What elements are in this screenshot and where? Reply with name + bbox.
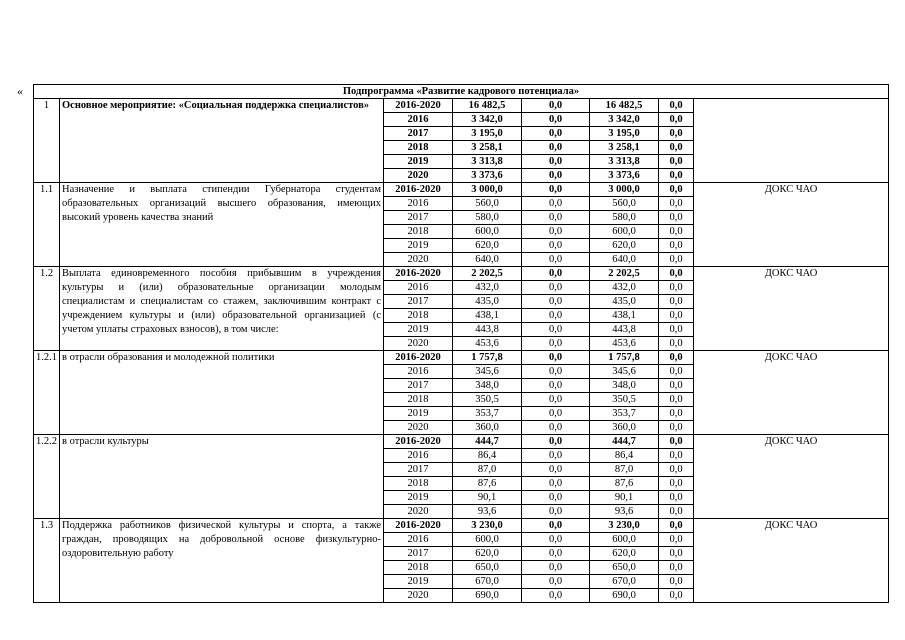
- total-cell: 3 342,0: [453, 113, 522, 127]
- total-cell: 2 202,5: [453, 267, 522, 281]
- total-cell: 360,0: [453, 421, 522, 435]
- other-cell: 0,0: [659, 113, 694, 127]
- other-cell: 0,0: [659, 463, 694, 477]
- other-cell: 0,0: [659, 421, 694, 435]
- federal-cell: 0,0: [522, 309, 590, 323]
- federal-cell: 0,0: [522, 589, 590, 603]
- period-cell: 2018: [384, 225, 453, 239]
- subprogram-table: [33, 84, 889, 603]
- other-cell: 0,0: [659, 407, 694, 421]
- item-description: Назначение и выплата стипендии Губернатора студентам образовательных организаций высшего образования, имеющих высокий уровень качества знаний: [60, 183, 384, 267]
- regional-cell: 560,0: [590, 197, 659, 211]
- item-number: 1.3: [34, 519, 60, 603]
- other-cell: 0,0: [659, 519, 694, 533]
- item-number: 1.2.2: [34, 435, 60, 519]
- total-cell: 438,1: [453, 309, 522, 323]
- period-cell: 2017: [384, 295, 453, 309]
- total-cell: 87,6: [453, 477, 522, 491]
- total-cell: 3 195,0: [453, 127, 522, 141]
- federal-cell: 0,0: [522, 183, 590, 197]
- federal-cell: 0,0: [522, 477, 590, 491]
- period-cell: 2016-2020: [384, 183, 453, 197]
- other-cell: 0,0: [659, 365, 694, 379]
- other-cell: 0,0: [659, 491, 694, 505]
- period-cell: 2020: [384, 589, 453, 603]
- regional-cell: 640,0: [590, 253, 659, 267]
- period-cell: 2016-2020: [384, 99, 453, 113]
- item-description: Основное мероприятие: «Социальная поддержка специалистов»: [60, 99, 384, 183]
- period-cell: 2018: [384, 561, 453, 575]
- regional-cell: 3 230,0: [590, 519, 659, 533]
- total-cell: 3 373,6: [453, 169, 522, 183]
- regional-cell: 16 482,5: [590, 99, 659, 113]
- regional-cell: 360,0: [590, 421, 659, 435]
- other-cell: 0,0: [659, 323, 694, 337]
- other-cell: 0,0: [659, 505, 694, 519]
- regional-cell: 87,0: [590, 463, 659, 477]
- regional-cell: 2 202,5: [590, 267, 659, 281]
- executor-cell: ДОКС ЧАО: [694, 351, 889, 435]
- other-cell: 0,0: [659, 435, 694, 449]
- total-cell: 86,4: [453, 449, 522, 463]
- regional-cell: 350,5: [590, 393, 659, 407]
- other-cell: 0,0: [659, 127, 694, 141]
- federal-cell: 0,0: [522, 435, 590, 449]
- other-cell: 0,0: [659, 575, 694, 589]
- total-cell: 560,0: [453, 197, 522, 211]
- total-cell: 600,0: [453, 533, 522, 547]
- regional-cell: 690,0: [590, 589, 659, 603]
- federal-cell: 0,0: [522, 533, 590, 547]
- other-cell: 0,0: [659, 99, 694, 113]
- total-cell: 453,6: [453, 337, 522, 351]
- table-row: [34, 99, 889, 113]
- federal-cell: 0,0: [522, 365, 590, 379]
- total-cell: 93,6: [453, 505, 522, 519]
- federal-cell: 0,0: [522, 99, 590, 113]
- item-description: Поддержка работников физической культуры и спорта, а также граждан, проводящих на добровольной основе физкультурно-оздоровительную работу: [60, 519, 384, 603]
- other-cell: 0,0: [659, 295, 694, 309]
- other-cell: 0,0: [659, 169, 694, 183]
- federal-cell: 0,0: [522, 407, 590, 421]
- federal-cell: 0,0: [522, 141, 590, 155]
- executor-cell: ДОКС ЧАО: [694, 435, 889, 519]
- executor-cell: ДОКС ЧАО: [694, 519, 889, 603]
- other-cell: 0,0: [659, 561, 694, 575]
- other-cell: 0,0: [659, 197, 694, 211]
- regional-cell: 670,0: [590, 575, 659, 589]
- executor-cell: [694, 99, 889, 183]
- other-cell: 0,0: [659, 547, 694, 561]
- period-cell: 2019: [384, 239, 453, 253]
- other-cell: 0,0: [659, 477, 694, 491]
- period-cell: 2018: [384, 477, 453, 491]
- other-cell: 0,0: [659, 211, 694, 225]
- other-cell: 0,0: [659, 309, 694, 323]
- item-description: в отрасли образования и молодежной политики: [60, 351, 384, 435]
- period-cell: 2016-2020: [384, 267, 453, 281]
- period-cell: 2016: [384, 365, 453, 379]
- period-cell: 2016: [384, 449, 453, 463]
- period-cell: 2017: [384, 547, 453, 561]
- period-cell: 2020: [384, 253, 453, 267]
- total-cell: 620,0: [453, 547, 522, 561]
- executor-cell: ДОКС ЧАО: [694, 183, 889, 267]
- period-cell: 2017: [384, 127, 453, 141]
- other-cell: 0,0: [659, 155, 694, 169]
- other-cell: 0,0: [659, 589, 694, 603]
- other-cell: 0,0: [659, 239, 694, 253]
- item-description: Выплата единовременного пособия прибывшим в учреждения культуры и (или) образовательные организации молодым специалистам и специалистам со стажем, заключившим контракт с учреждением культуры и (или) образовательной организацией (с учетом уплаты страховых взносов), в том числе:: [60, 267, 384, 351]
- item-number: 1.2: [34, 267, 60, 351]
- other-cell: 0,0: [659, 393, 694, 407]
- federal-cell: 0,0: [522, 337, 590, 351]
- total-cell: 435,0: [453, 295, 522, 309]
- total-cell: 3 230,0: [453, 519, 522, 533]
- period-cell: 2018: [384, 141, 453, 155]
- period-cell: 2016: [384, 533, 453, 547]
- federal-cell: 0,0: [522, 449, 590, 463]
- other-cell: 0,0: [659, 337, 694, 351]
- federal-cell: 0,0: [522, 575, 590, 589]
- total-cell: 600,0: [453, 225, 522, 239]
- regional-cell: 3 258,1: [590, 141, 659, 155]
- federal-cell: 0,0: [522, 295, 590, 309]
- total-cell: 3 000,0: [453, 183, 522, 197]
- regional-cell: 600,0: [590, 225, 659, 239]
- total-cell: 443,8: [453, 323, 522, 337]
- period-cell: 2017: [384, 211, 453, 225]
- period-cell: 2018: [384, 393, 453, 407]
- regional-cell: 86,4: [590, 449, 659, 463]
- item-description: в отрасли культуры: [60, 435, 384, 519]
- federal-cell: 0,0: [522, 113, 590, 127]
- regional-cell: 3 195,0: [590, 127, 659, 141]
- period-cell: 2020: [384, 505, 453, 519]
- federal-cell: 0,0: [522, 225, 590, 239]
- federal-cell: 0,0: [522, 211, 590, 225]
- other-cell: 0,0: [659, 183, 694, 197]
- item-number: 1.1: [34, 183, 60, 267]
- period-cell: 2020: [384, 421, 453, 435]
- regional-cell: 453,6: [590, 337, 659, 351]
- regional-cell: 90,1: [590, 491, 659, 505]
- federal-cell: 0,0: [522, 393, 590, 407]
- federal-cell: 0,0: [522, 505, 590, 519]
- total-cell: 670,0: [453, 575, 522, 589]
- total-cell: 640,0: [453, 253, 522, 267]
- regional-cell: 348,0: [590, 379, 659, 393]
- total-cell: 353,7: [453, 407, 522, 421]
- regional-cell: 438,1: [590, 309, 659, 323]
- other-cell: 0,0: [659, 351, 694, 365]
- regional-cell: 432,0: [590, 281, 659, 295]
- regional-cell: 3 342,0: [590, 113, 659, 127]
- other-cell: 0,0: [659, 225, 694, 239]
- other-cell: 0,0: [659, 267, 694, 281]
- total-cell: 650,0: [453, 561, 522, 575]
- period-cell: 2016-2020: [384, 351, 453, 365]
- regional-cell: 435,0: [590, 295, 659, 309]
- federal-cell: 0,0: [522, 169, 590, 183]
- total-cell: 690,0: [453, 589, 522, 603]
- federal-cell: 0,0: [522, 421, 590, 435]
- regional-cell: 87,6: [590, 477, 659, 491]
- total-cell: 3 313,8: [453, 155, 522, 169]
- item-number: 1.2.1: [34, 351, 60, 435]
- period-cell: 2016-2020: [384, 435, 453, 449]
- table-row: [34, 435, 889, 449]
- federal-cell: 0,0: [522, 253, 590, 267]
- federal-cell: 0,0: [522, 155, 590, 169]
- federal-cell: 0,0: [522, 267, 590, 281]
- federal-cell: 0,0: [522, 127, 590, 141]
- total-cell: 350,5: [453, 393, 522, 407]
- period-cell: 2019: [384, 407, 453, 421]
- subprogram-title: Подпрограмма «Развитие кадрового потенциала»: [34, 85, 889, 99]
- period-cell: 2020: [384, 169, 453, 183]
- period-cell: 2020: [384, 337, 453, 351]
- federal-cell: 0,0: [522, 379, 590, 393]
- regional-cell: 443,8: [590, 323, 659, 337]
- period-cell: 2016: [384, 113, 453, 127]
- regional-cell: 345,6: [590, 365, 659, 379]
- federal-cell: 0,0: [522, 463, 590, 477]
- total-cell: 432,0: [453, 281, 522, 295]
- regional-cell: 3 000,0: [590, 183, 659, 197]
- regional-cell: 620,0: [590, 239, 659, 253]
- regional-cell: 93,6: [590, 505, 659, 519]
- regional-cell: 600,0: [590, 533, 659, 547]
- executor-cell: ДОКС ЧАО: [694, 267, 889, 351]
- other-cell: 0,0: [659, 281, 694, 295]
- federal-cell: 0,0: [522, 561, 590, 575]
- table-row: [34, 519, 889, 533]
- period-cell: 2017: [384, 379, 453, 393]
- period-cell: 2019: [384, 323, 453, 337]
- period-cell: 2016-2020: [384, 519, 453, 533]
- federal-cell: 0,0: [522, 281, 590, 295]
- period-cell: 2016: [384, 281, 453, 295]
- period-cell: 2016: [384, 197, 453, 211]
- regional-cell: 580,0: [590, 211, 659, 225]
- regional-cell: 1 757,8: [590, 351, 659, 365]
- total-cell: 87,0: [453, 463, 522, 477]
- federal-cell: 0,0: [522, 239, 590, 253]
- table-row: [34, 183, 889, 197]
- period-cell: 2019: [384, 575, 453, 589]
- total-cell: 1 757,8: [453, 351, 522, 365]
- other-cell: 0,0: [659, 449, 694, 463]
- regional-cell: 353,7: [590, 407, 659, 421]
- total-cell: 580,0: [453, 211, 522, 225]
- federal-cell: 0,0: [522, 351, 590, 365]
- total-cell: 90,1: [453, 491, 522, 505]
- table-row: [34, 351, 889, 365]
- federal-cell: 0,0: [522, 491, 590, 505]
- period-cell: 2018: [384, 309, 453, 323]
- federal-cell: 0,0: [522, 323, 590, 337]
- federal-cell: 0,0: [522, 197, 590, 211]
- regional-cell: 650,0: [590, 561, 659, 575]
- period-cell: 2019: [384, 491, 453, 505]
- other-cell: 0,0: [659, 533, 694, 547]
- total-cell: 348,0: [453, 379, 522, 393]
- regional-cell: 3 373,6: [590, 169, 659, 183]
- total-cell: 620,0: [453, 239, 522, 253]
- regional-cell: 444,7: [590, 435, 659, 449]
- table-row: [34, 267, 889, 281]
- total-cell: 16 482,5: [453, 99, 522, 113]
- regional-cell: 620,0: [590, 547, 659, 561]
- total-cell: 444,7: [453, 435, 522, 449]
- item-number: 1: [34, 99, 60, 183]
- regional-cell: 3 313,8: [590, 155, 659, 169]
- other-cell: 0,0: [659, 379, 694, 393]
- subprogram-title-row: [34, 85, 889, 99]
- total-cell: 3 258,1: [453, 141, 522, 155]
- total-cell: 345,6: [453, 365, 522, 379]
- other-cell: 0,0: [659, 253, 694, 267]
- other-cell: 0,0: [659, 141, 694, 155]
- open-quote-mark: «: [17, 84, 23, 98]
- period-cell: 2019: [384, 155, 453, 169]
- federal-cell: 0,0: [522, 547, 590, 561]
- period-cell: 2017: [384, 463, 453, 477]
- federal-cell: 0,0: [522, 519, 590, 533]
